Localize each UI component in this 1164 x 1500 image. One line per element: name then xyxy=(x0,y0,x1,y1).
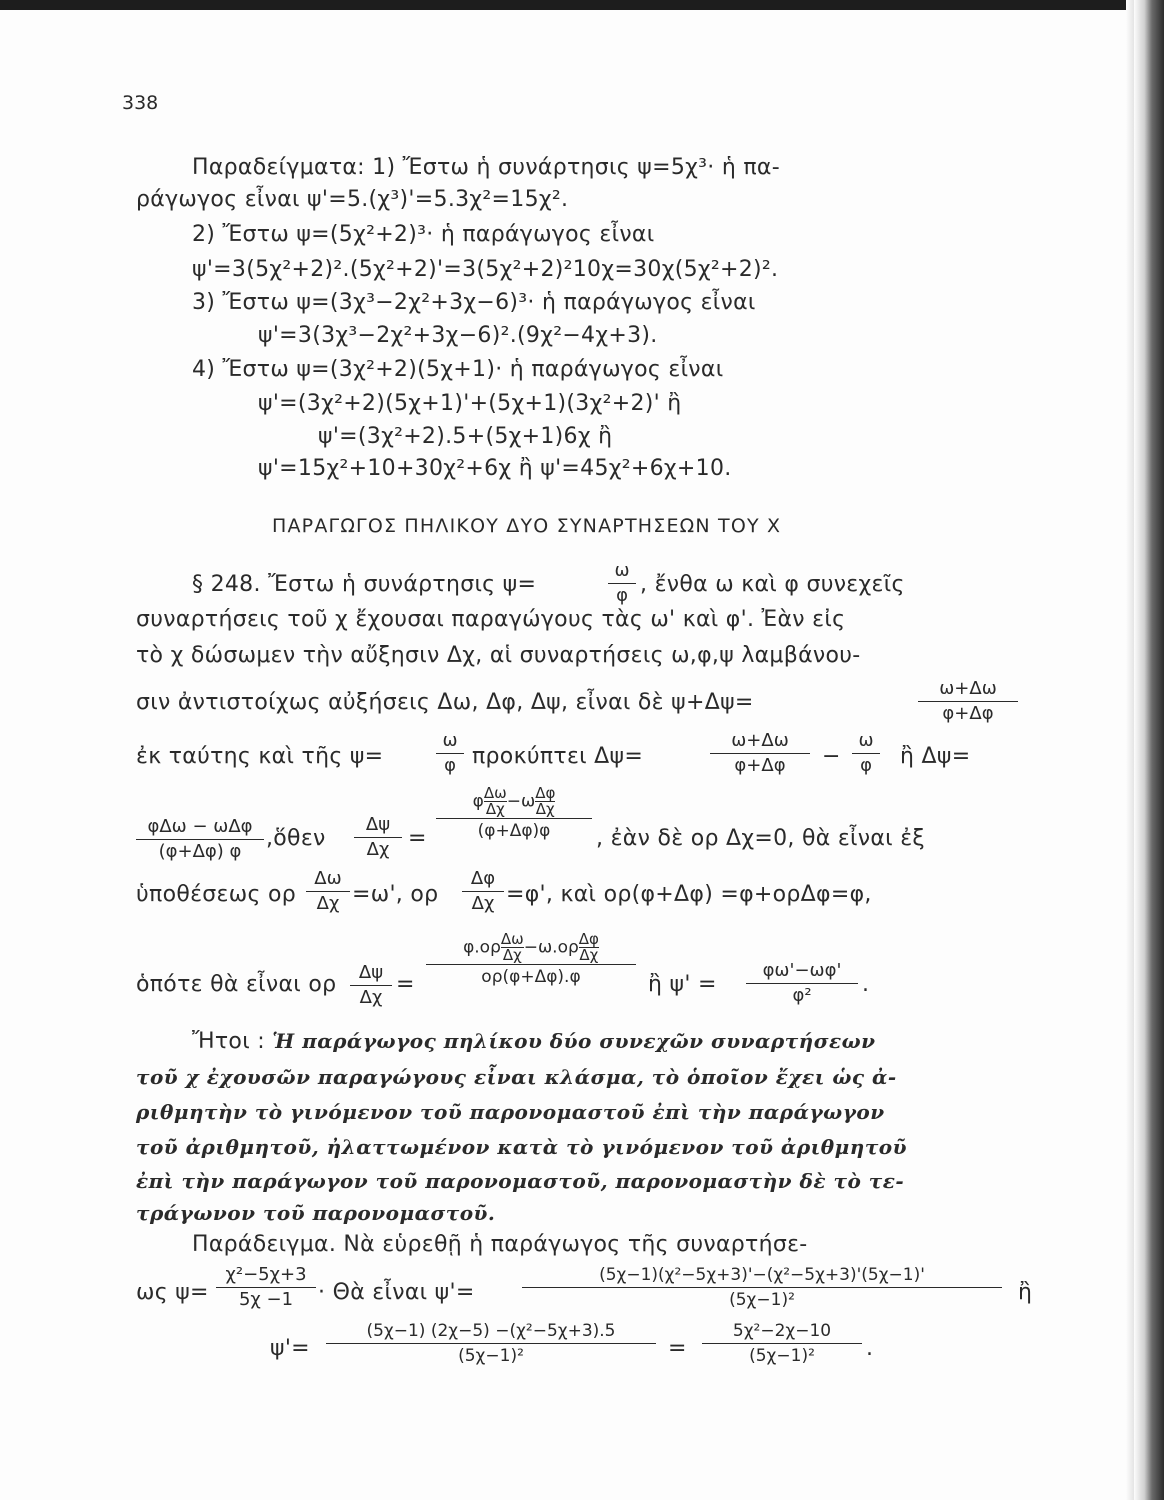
final-example-line-3a: ψ'= xyxy=(270,1336,310,1361)
final-example-line-2b: · Θὰ εἶναι ψ'= xyxy=(318,1280,475,1305)
section-line-8b: = xyxy=(396,972,415,997)
section-line-2: συναρτήσεις τοῦ χ ἔχουσαι παραγώγους τὰς ω' καὶ φ'. Ἐὰν εἰς xyxy=(136,607,846,632)
inner-denominator: Δχ xyxy=(535,800,555,818)
page-number: 338 xyxy=(122,92,159,114)
example-line-5: 3) Ἔστω ψ=(3χ³−2χ²+3χ−6)³· ἡ παράγωγος εἶναι xyxy=(192,290,756,315)
fraction-bar xyxy=(746,983,858,984)
fraction-bar xyxy=(702,1343,862,1344)
inner-numerator: Δφ xyxy=(578,930,599,948)
fraction-compound-ratio xyxy=(436,786,592,842)
section-line-3: τὸ χ δώσωμεν τὴν αὔξησιν Δχ, αἱ συναρτήσεις ω,φ,ψ λαμβάνου- xyxy=(136,643,861,668)
fraction-bar xyxy=(436,753,464,754)
inner-fraction-dphi-dchi xyxy=(535,786,555,817)
final-example-line-3b: = xyxy=(668,1336,687,1361)
fraction-bar xyxy=(326,1343,656,1344)
fraction-denominator: (5χ−1)² xyxy=(749,1346,815,1366)
example-line-1: Παραδείγματα: 1) Ἔστω ἡ συνάρτησις ψ=5χ³· ἡ πα- xyxy=(192,155,780,180)
example-line-7: 4) Ἔστω ψ=(3χ²+2)(5χ+1)· ἡ παράγωγος εἶναι xyxy=(192,357,724,382)
inner-numerator: Δω xyxy=(500,930,524,948)
section-line-5a: ἐκ ταύτης καὶ τῆς ψ= xyxy=(136,744,384,769)
section-line-6c: , ἐὰν δὲ ορ Δχ=0, θὰ εἶναι ἐξ xyxy=(596,826,925,851)
final-example-line-2a: ως ψ= xyxy=(136,1280,209,1305)
theorem-line-4: τοῦ ἀριθμητοῦ, ἠλαττωμένον κατὰ τὸ γινόμενον τοῦ ἀριθμητοῦ xyxy=(136,1135,907,1159)
theorem-line-5: ἐπὶ τὴν παράγωγον τοῦ παρονομαστοῦ, παρονομαστὴν δὲ τὸ τε- xyxy=(136,1169,905,1193)
section-line-6b: = xyxy=(408,826,427,851)
fraction-denominator: (5χ−1)² xyxy=(729,1290,795,1310)
section-line-7a: ὑποθέσεως ορ xyxy=(136,882,296,907)
fraction-bar xyxy=(608,583,636,584)
example-line-3: 2) Ἔστω ψ=(5χ²+2)³· ἡ παράγωγος εἶναι xyxy=(192,222,655,247)
final-example-line-2c: ἢ xyxy=(1018,1280,1033,1305)
fraction-numerator: ω xyxy=(614,560,630,581)
fraction-bar xyxy=(462,891,504,892)
section-line-4: σιν ἀντιστοίχως αὐξήσεις Δω, Δφ, Δψ, εἶναι δὲ ψ+Δψ= xyxy=(136,690,754,715)
theorem-line-1 xyxy=(192,1028,876,1055)
example-line-6: ψ'=3(3χ³−2χ²+3χ−6)².(9χ²−4χ+3). xyxy=(258,323,658,348)
fraction-denominator: (5χ−1)² xyxy=(458,1346,524,1366)
fraction-numerator: ω xyxy=(442,730,458,751)
fraction-numerator: ω+Δω xyxy=(939,678,997,699)
fraction-bar xyxy=(136,839,264,840)
fraction-denominator: φ xyxy=(860,755,872,776)
scan-binding-shadow xyxy=(1134,0,1164,1500)
fraction-omega-plus-over-phi-plus xyxy=(918,678,1018,725)
fraction-denominator: (φ+Δφ)φ xyxy=(477,821,551,841)
fraction-omega-over-phi-3 xyxy=(852,730,880,777)
fraction-dphi-over-dchi xyxy=(462,868,504,915)
theorem-intro: Ἤτοι : xyxy=(192,1029,273,1054)
fraction-denominator: Δχ xyxy=(366,839,390,860)
example-line-9: ψ'=(3χ²+2).5+(5χ+1)6χ ἢ xyxy=(318,424,613,449)
limit-numerator xyxy=(426,932,636,963)
section-line-8c: ἢ ψ' = xyxy=(648,972,717,997)
fraction-bar xyxy=(852,753,880,754)
fraction-denominator: (φ+Δφ) φ xyxy=(158,841,242,862)
fraction-quotient-rule xyxy=(746,960,858,1007)
fraction-bar xyxy=(354,837,402,838)
fraction-bar xyxy=(306,891,350,892)
inner-denominator: Δχ xyxy=(579,946,599,964)
fraction-function-psi xyxy=(216,1264,316,1311)
scan-page-curl xyxy=(1126,0,1134,1500)
fraction-denominator: Δχ xyxy=(316,893,340,914)
example-line-4: ψ'=3(5χ²+2)².(5χ²+2)'=3(5χ²+2)²10χ=30χ(5χ²+2)². xyxy=(192,257,779,282)
fraction-numerator: Δφ xyxy=(470,868,496,889)
fraction-dpsi-expanded xyxy=(136,816,264,863)
fraction-denominator: φ+Δφ xyxy=(942,703,994,724)
section-line-6a: ,ὅθεν xyxy=(266,826,326,851)
section-line-7c: =φ', καὶ ορ(φ+Δφ) =φ+ορΔφ=φ, xyxy=(506,882,872,907)
fraction-denominator: Δχ xyxy=(471,893,495,914)
fraction-numerator: ω+Δω xyxy=(731,730,789,751)
example-line-8: ψ'=(3χ²+2)(5χ+1)'+(5χ+1)(3χ²+2)' ἢ xyxy=(258,391,682,416)
inner-denominator: Δχ xyxy=(485,800,505,818)
theorem-line-3: ριθμητὴν τὸ γινόμενον τοῦ παρονομαστοῦ ἐπὶ τὴν παράγωγον xyxy=(136,1100,885,1124)
fraction-numerator: Δψ xyxy=(365,814,391,835)
fraction-denominator: φ+Δφ xyxy=(734,755,786,776)
compound-minus-omega: −ω xyxy=(506,791,536,812)
fraction-denominator: ορ(φ+Δφ).φ xyxy=(481,967,581,987)
section-heading: ΠΑΡΑΓΩΓΟΣ ΠΗΛΙΚΟΥ ΔΥΟ ΣΥΝΑΡΤΗΣΕΩΝ ΤΟΥ Χ xyxy=(272,515,782,537)
fraction-denominator: φ xyxy=(616,585,628,606)
fraction-numerator: ω xyxy=(858,730,874,751)
fraction-denominator: φ xyxy=(444,755,456,776)
fraction-denominator: 5χ −1 xyxy=(238,1289,294,1310)
example-line-10: ψ'=15χ²+10+30χ²+6χ ἢ ψ'=45χ²+6χ+10. xyxy=(258,456,732,481)
theorem-statement-start: Ἡ παράγωγος πηλίκου δύο συνεχῶν συναρτήσεων xyxy=(272,1029,876,1053)
section-line-1b: , ἔνθα ω καὶ φ συνεχεῖς xyxy=(640,572,905,597)
fraction-numerator: 5χ²−2χ−10 xyxy=(732,1321,832,1341)
inner-numerator: Δω xyxy=(483,784,507,802)
inner-denominator: Δχ xyxy=(502,946,522,964)
fraction-bar xyxy=(710,753,810,754)
section-line-8a: ὁπότε θὰ εἶναι ορ xyxy=(136,972,337,997)
fraction-numerator: φΔω − ωΔφ xyxy=(147,816,253,837)
inner-fraction-dphi-dchi-2 xyxy=(579,932,599,963)
theorem-line-2: τοῦ χ ἐχουσῶν παραγώγους εἶναι κλάσμα, τὸ ὁποῖον ἔχει ὡς ἀ- xyxy=(136,1065,897,1089)
inner-fraction-domega-dchi-2 xyxy=(501,932,524,963)
theorem-line-6: τράγωνον τοῦ παρονομαστοῦ. xyxy=(136,1201,496,1225)
fraction-numerator: (5χ−1) (2χ−5) −(χ²−5χ+3).5 xyxy=(366,1321,616,1341)
limit-omega-or: −ω.ορ xyxy=(523,937,579,958)
limit-phi-or: φ.ορ xyxy=(463,937,501,958)
fraction-derivative-result xyxy=(702,1320,862,1367)
section-line-8d: . xyxy=(862,972,870,997)
fraction-bar xyxy=(522,1287,1002,1288)
fraction-bar xyxy=(426,964,636,965)
fraction-bar xyxy=(216,1287,316,1288)
compound-numerator xyxy=(436,786,592,817)
fraction-bar xyxy=(350,985,392,986)
section-line-1a: § 248. Ἔστω ἡ συνάρτησις ψ= xyxy=(192,572,537,597)
example-line-2: ράγωγος εἶναι ψ'=5.(χ³)'=5.3χ²=15χ². xyxy=(136,187,569,212)
fraction-omega-over-phi-2 xyxy=(436,730,464,777)
fraction-bar xyxy=(436,818,592,819)
fraction-denominator: Δχ xyxy=(359,987,383,1008)
section-line-5d: ἢ Δψ= xyxy=(900,744,971,769)
fraction-denominator: φ² xyxy=(792,985,812,1006)
fraction-numerator: χ²−5χ+3 xyxy=(225,1264,307,1285)
section-line-5c: − xyxy=(822,744,841,769)
fraction-dpsi-over-dchi xyxy=(354,814,402,861)
scan-top-edge xyxy=(0,0,1164,10)
fraction-numerator: Δω xyxy=(314,868,342,889)
section-line-5b: προκύπτει Δψ= xyxy=(472,744,644,769)
fraction-dpsi-over-dchi-2 xyxy=(350,962,392,1009)
inner-numerator: Δφ xyxy=(535,784,556,802)
fraction-omega-plus-over-phi-plus-2 xyxy=(710,730,810,777)
fraction-bar xyxy=(918,701,1018,702)
final-example-line-3c: . xyxy=(866,1336,874,1361)
final-example-line-1: Παράδειγμα. Νὰ εὑρεθῇ ἡ παράγωγος τῆς συναρτήσε- xyxy=(192,1232,808,1257)
fraction-numerator: φω'−ωφ' xyxy=(762,960,842,981)
fraction-omega-over-phi xyxy=(608,560,636,607)
inner-fraction-domega-dchi xyxy=(484,786,507,817)
fraction-limit-expression xyxy=(426,932,636,988)
fraction-domega-over-dchi xyxy=(306,868,350,915)
compound-phi: φ xyxy=(472,791,484,812)
fraction-derivative-unsimplified xyxy=(522,1264,1002,1311)
fraction-numerator: (5χ−1)(χ²−5χ+3)'−(χ²−5χ+3)'(5χ−1)' xyxy=(599,1265,925,1285)
section-line-7b: =ω', ορ xyxy=(352,882,439,907)
fraction-numerator: Δψ xyxy=(358,962,384,983)
fraction-derivative-expanded xyxy=(326,1320,656,1367)
